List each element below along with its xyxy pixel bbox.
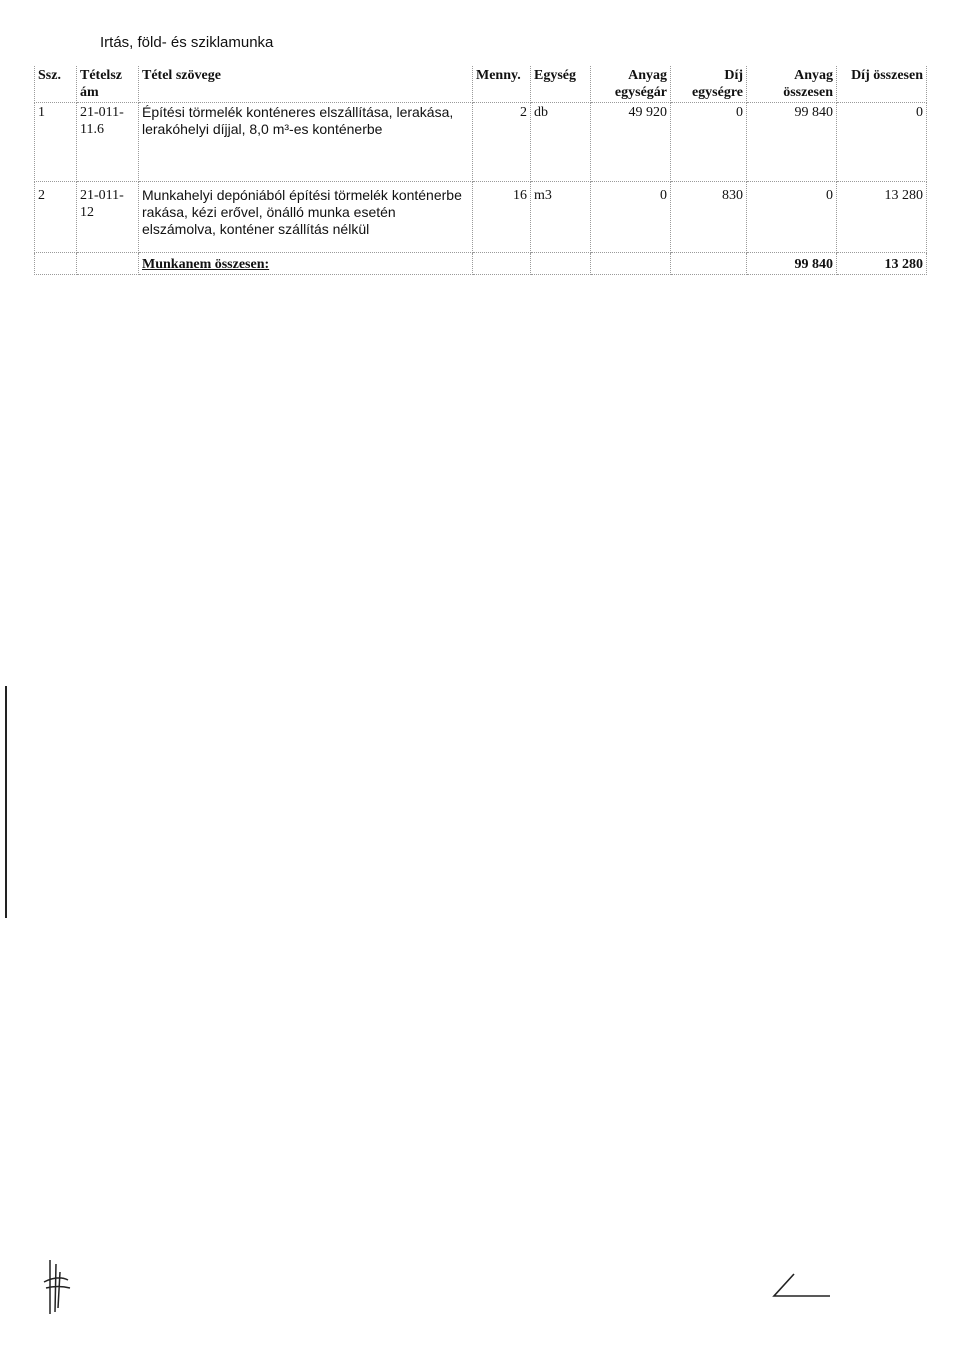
section-title: Irtás, föld- és sziklamunka [100, 34, 274, 51]
cell-anyag-egysegar: 49 920 [591, 103, 671, 182]
total-label: Munkanem összesen: [142, 257, 270, 272]
header-dij-egysegre: Díj egységre [671, 66, 747, 103]
table-row [35, 103, 927, 182]
total-dij-osszesen: 13 280 [837, 253, 927, 275]
cell-egyseg: db [531, 103, 591, 182]
header-menny: Menny. [473, 66, 531, 103]
header-dij-osszesen: Díj összesen [837, 66, 927, 103]
cell-ssz: 2 [35, 182, 77, 253]
cell-dij-osszesen: 0 [837, 103, 927, 182]
cell-tetelszam: 21-011-11.6 [77, 103, 139, 182]
header-row [35, 66, 927, 103]
left-margin-rule [5, 686, 7, 918]
header-ssz: Ssz. [35, 66, 77, 103]
cell-anyag-osszesen: 0 [747, 182, 837, 253]
cell-tetelszam: 21-011-12 [77, 182, 139, 253]
total-anyag-osszesen: 99 840 [747, 253, 837, 275]
table-row [35, 182, 927, 253]
cell-dij-osszesen: 13 280 [837, 182, 927, 253]
header-anyag-egysegar: Anyag egységár [591, 66, 671, 103]
header-tetelszam: Tételsz ám [77, 66, 139, 103]
cell-anyag-osszesen: 99 840 [747, 103, 837, 182]
cell-dij-egysegre: 0 [671, 103, 747, 182]
signature-right [768, 1270, 838, 1304]
total-row [35, 253, 927, 275]
cell-ssz: 1 [35, 103, 77, 182]
header-egyseg: Egység [531, 66, 591, 103]
cell-menny: 2 [473, 103, 531, 182]
cell-tetel-szovege: Munkahelyi depóniából építési törmelék konténerbe rakása, kézi erővel, önálló munka esetén elszámolva, konténer szállítás nélkül [139, 182, 473, 253]
cell-egyseg: m3 [531, 182, 591, 253]
cell-tetel-szovege: Építési törmelék konténeres elszállítása, lerakása, lerakóhelyi díjjal, 8,0 m³-es konténerbe [139, 103, 473, 182]
cell-dij-egysegre: 830 [671, 182, 747, 253]
cell-anyag-egysegar: 0 [591, 182, 671, 253]
header-anyag-osszesen: Anyag összesen [747, 66, 837, 103]
cell-menny: 16 [473, 182, 531, 253]
signature-left [36, 1258, 76, 1318]
cost-table [34, 66, 927, 275]
header-tetel-szovege: Tétel szövege [139, 66, 473, 103]
